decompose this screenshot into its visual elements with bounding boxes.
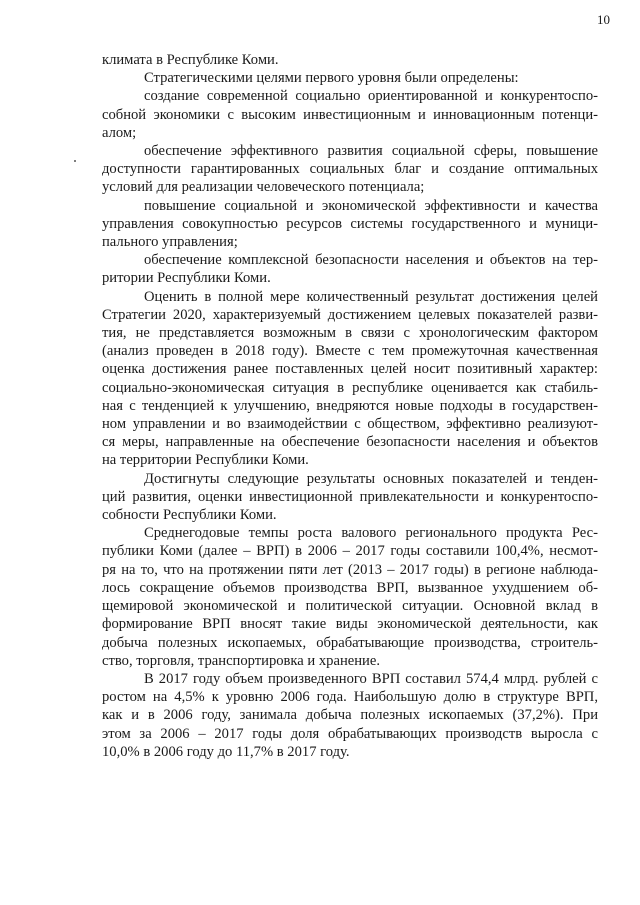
- text-line: социально-экономическая ситуация в республике оценивается как стабиль-: [102, 379, 598, 396]
- text-line: ном управлении и во взаимодействии с обществом, эффективно реализуют-: [102, 416, 598, 433]
- text-line: ся меры, направленные на обеспечение безопасности населения и объектов: [102, 434, 598, 451]
- text-line: Стратегическими целями первого уровня были определены:: [144, 70, 519, 87]
- text-line: управления совокупностью ресурсов системы государственного и муници-: [102, 215, 598, 232]
- text-line: ная с тенденцией к улучшению, внедряются новые подходы в государствен-: [102, 397, 598, 414]
- text-line: на территории Республики Коми.: [102, 452, 309, 469]
- text-line: 10,0% в 2006 году до 11,7% в 2017 году.: [102, 743, 350, 760]
- text-line: климата в Республике Коми.: [102, 52, 279, 68]
- text-line: обеспечение эффективного развития социальной сферы, повышение: [144, 143, 598, 160]
- text-line: ростом на 4,5% к уровню 2006 года. Наибольшую долю в структуре ВРП,: [102, 689, 598, 706]
- text-line: этом за 2006 – 2017 годы доля обрабатывающих производств выросла с: [102, 725, 598, 742]
- text-line: Среднегодовые темпы роста валового регионального продукта Рес-: [144, 525, 598, 542]
- text-line: собной экономики с высоким инвестиционным и инновационным потенци-: [102, 106, 598, 123]
- page-number: 10: [597, 12, 610, 27]
- text-line: публики Коми (далее – ВРП) в 2006 – 2017 годы составили 100,4%, несмот-: [102, 543, 598, 560]
- scan-artifact-dot: [74, 160, 76, 162]
- text-line: алом;: [102, 124, 137, 141]
- text-line: ство, торговля, транспортировка и хранение.: [102, 652, 380, 669]
- text-line: В 2017 году объем произведенного ВРП составил 574,4 млрд. рублей с: [144, 670, 598, 687]
- text-line: Оценить в полной мере количественный результат достижения целей: [144, 288, 598, 305]
- text-line: создание современной социально ориентированной и конкурентоспо-: [144, 88, 598, 105]
- text-line: ритории Республики Коми.: [102, 270, 271, 287]
- text-line: оценка достижения ранее поставленных целей носит позитивный характер:: [102, 361, 598, 378]
- text-line: доступности гарантированных социальных благ и создание оптимальных: [102, 161, 598, 178]
- text-line: пального управления;: [102, 234, 238, 251]
- text-line: Стратегии 2020, характеризуемый достижением целевых показателей разви-: [102, 306, 598, 323]
- text-line: формирование ВРП вносят такие виды экономической деятельности, как: [102, 616, 598, 633]
- text-line: лось сокращение объемов производства ВРП, вызванное ухудшением об-: [102, 579, 598, 596]
- text-line: собности Республики Коми.: [102, 507, 277, 524]
- document-body-text: [102, 51, 598, 761]
- text-line: ций развития, оценки инвестиционной привлекательности и конкурентоспо-: [102, 488, 598, 505]
- text-line: условий для реализации человеческого потенциала;: [102, 179, 425, 196]
- text-line: добыча полезных ископаемых, обрабатывающие производства, строитель-: [102, 634, 598, 651]
- text-line: обеспечение комплексной безопасности населения и объектов на тер-: [144, 252, 598, 269]
- text-line: ря на то, что на протяжении пяти лет (2013 – 2017 годы) в регионе наблюда-: [102, 561, 598, 578]
- text-line: (анализ проведен в 2018 году). Вместе с тем промежуточная качественная: [102, 343, 598, 360]
- text-line: как и в 2006 году, занимала добыча полезных ископаемых (37,2%). При: [102, 707, 598, 724]
- text-line: щемировой экономической и политической ситуации. Основной вклад в: [102, 598, 598, 615]
- text-line: тия, не представляется возможным в связи с хронологическим фактором: [102, 325, 598, 342]
- text-line: Достигнуты следующие результаты основных показателей и тенден-: [144, 470, 598, 487]
- text-line: повышение социальной и экономической эффективности и качества: [144, 197, 598, 214]
